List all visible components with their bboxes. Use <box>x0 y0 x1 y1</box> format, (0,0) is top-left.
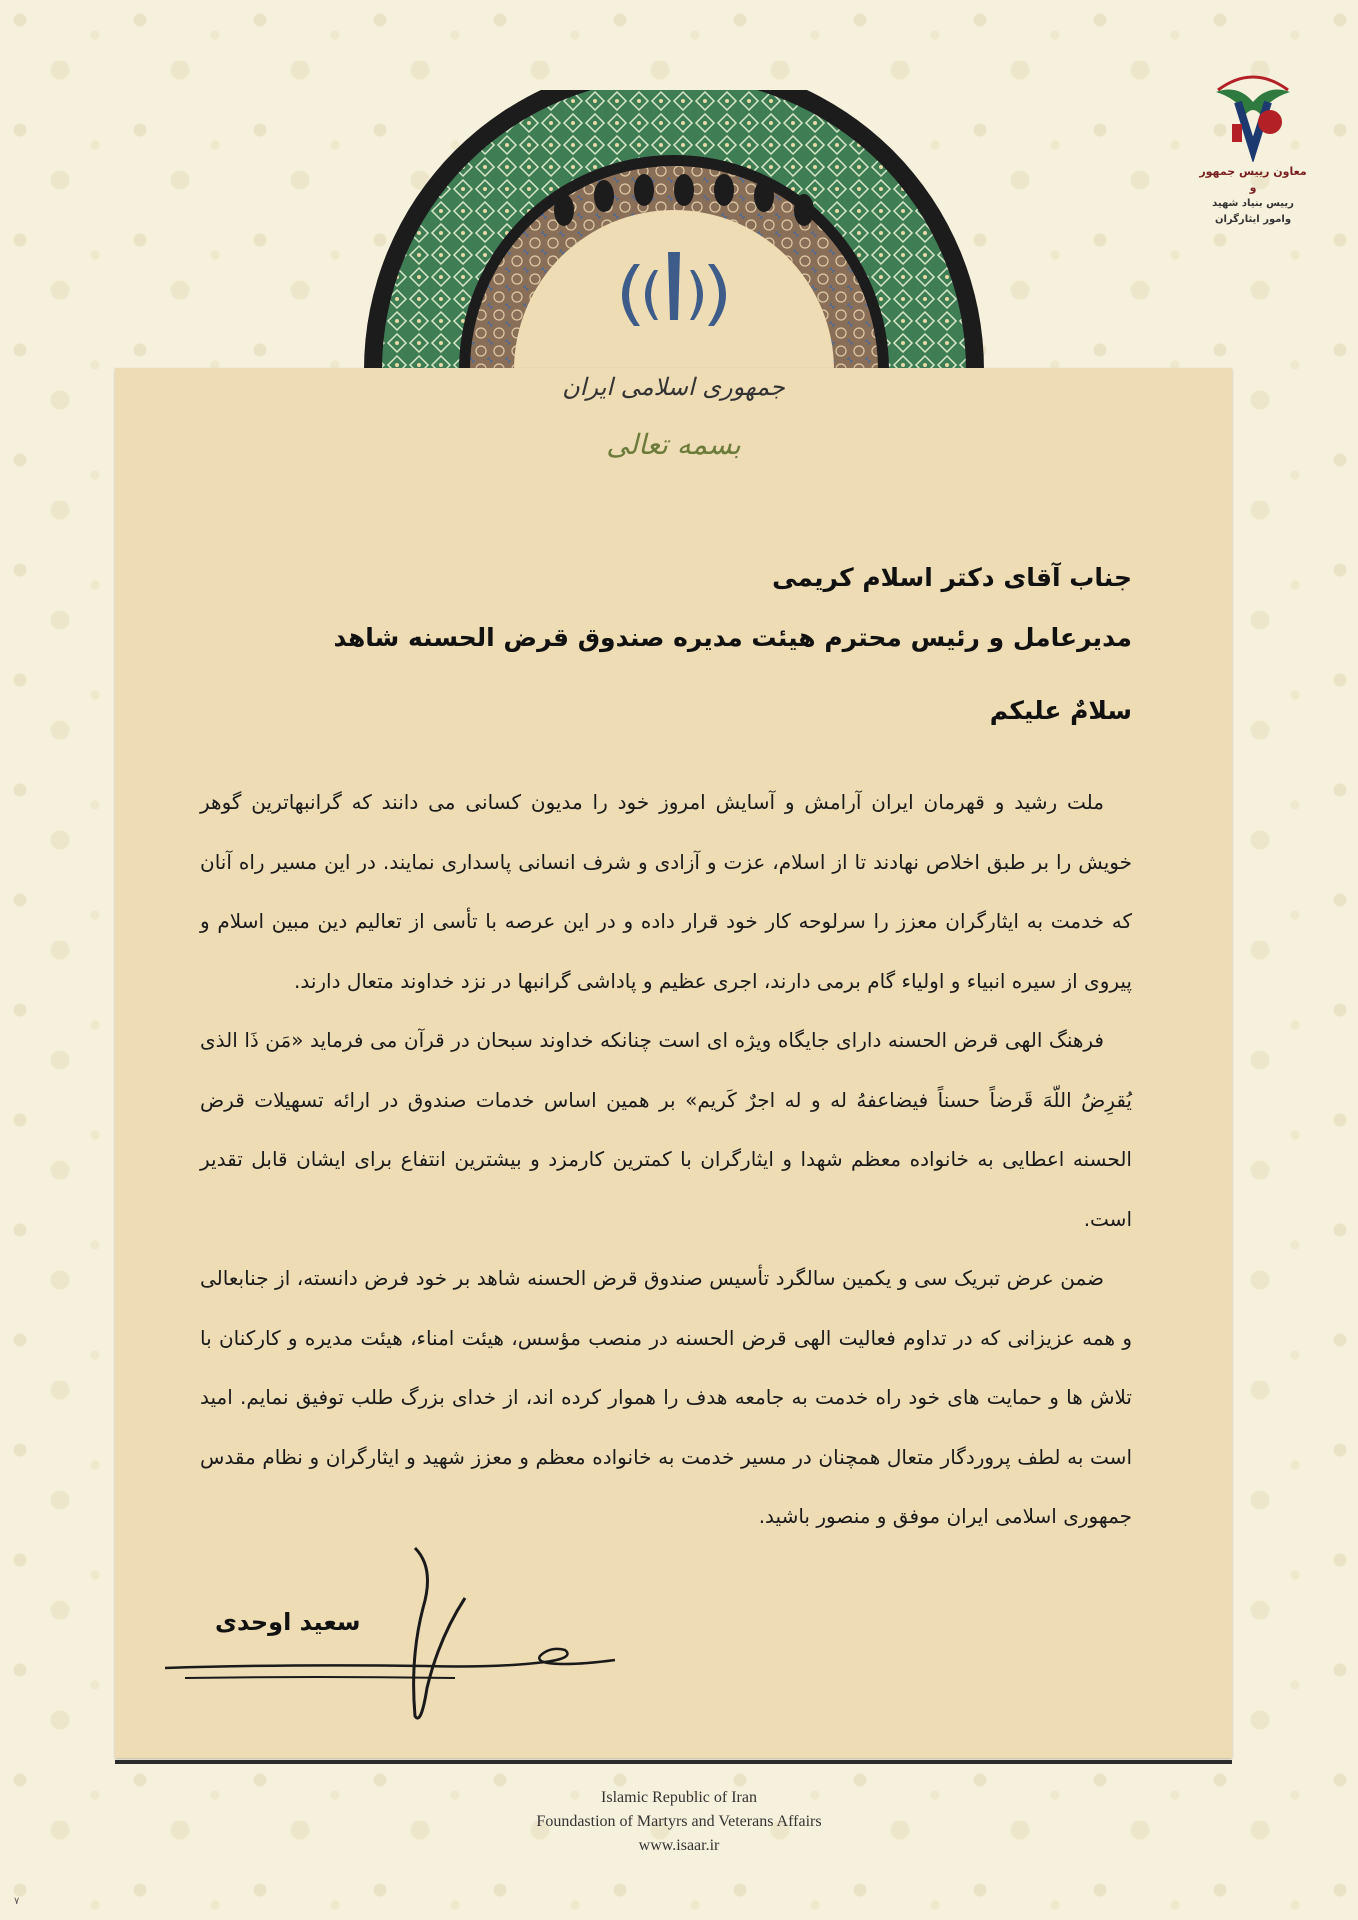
decorative-arch <box>364 90 984 380</box>
paragraph: ملت رشید و قهرمان ایران آرامش و آسایش امروز خود را مدیون کسانی می دانند که گرانبهاترین گوهر خویش را بر طبق اخلاص نهادند تا از اسلام، عزت و آزادی و شرف انسانی پاسداری نمایند. در این مسیر راه آنان که خدمت به ایثارگران معزز را سرلوحه کار خود قرار داده و در این عرصه با تأسی از تعالیم دین مبین اسلام و پیروی از سیره انبیاء و اولیاء گام برمی دارند، اجری عظیم و پاداشی گرانبها در نزد خداوند متعال دارند. <box>200 790 1132 993</box>
logo-caption-subtitle: رییس بنیاد شهید وامور ایثارگران <box>1212 198 1294 225</box>
paragraph: ضمن عرض تبریک سی و یکمین سالگرد تأسیس صندوق قرض الحسنه شاهد بر خود فرض دانسته، از جنابعالی و همه عزیزانی که در تداوم فعالیت الهی قرض الحسنه در منصب مؤسس، هیئت امناء، هیئت مدیره و کارکنان با تلاش ها و حمایت های خود راه خدمت به جامعه هدف را هموار کرده اند، از خدای بزرگ طلب توفیق نمایم. امید است به لطف پروردگار متعال همچنان در مسیر خدمت به خانواده معظم و معزز شهید و ایثارگران و نظام مقدس جمهوری اسلامی ایران موفق و منصور باشید. <box>200 1266 1132 1528</box>
footer-website-link[interactable]: www.isaar.ir <box>638 1837 720 1854</box>
invocation: بسمه تعالی <box>606 428 741 461</box>
bottom-rule <box>115 1760 1232 1764</box>
recipient-title: مدیرعامل و رئیس محترم هیئت مدیره صندوق قرض الحسنه شاهد <box>333 623 1132 652</box>
footer <box>0 1786 1358 1858</box>
signatory-name: سعید اوحدی <box>215 1608 361 1636</box>
handwritten-signature <box>165 1538 625 1738</box>
footer-country: Islamic Republic of Iran <box>601 1789 757 1806</box>
foundation-logo <box>1198 62 1308 228</box>
page-number: ۷ <box>14 1896 20 1907</box>
logo-caption-title: معاون رییس جمهور و <box>1199 165 1307 194</box>
greeting: سلامٌ علیکم <box>989 696 1132 725</box>
footer-organization: Foundastion of Martyrs and Veterans Affairs <box>536 1813 822 1830</box>
letter-paper <box>115 368 1232 1758</box>
foundation-emblem-icon <box>1208 62 1298 162</box>
country-name: جمهوری اسلامی ایران <box>562 373 785 401</box>
recipient-name: جناب آقای دکتر اسلام کریمی <box>772 563 1132 592</box>
paragraph: فرهنگ الهی قرض الحسنه دارای جایگاه ویژه ای است چنانکه خداوند سبحان در قرآن می فرماید «مَن ذَا الذی یُقرِضُ اللّهَ قَرضاً حسناً فیضاعفهُ له و له اجرٌ کَریم» بر همین اساس خدمات صندوق در ارائه تسهیلات قرض الحسنه اعطایی به خانواده معظم شهدا و ایثارگران با کمترین کارمزد و بیشترین انتفاع برای ایشان قابل تقدیر است. <box>200 1028 1132 1231</box>
letter-body <box>200 773 1132 1547</box>
